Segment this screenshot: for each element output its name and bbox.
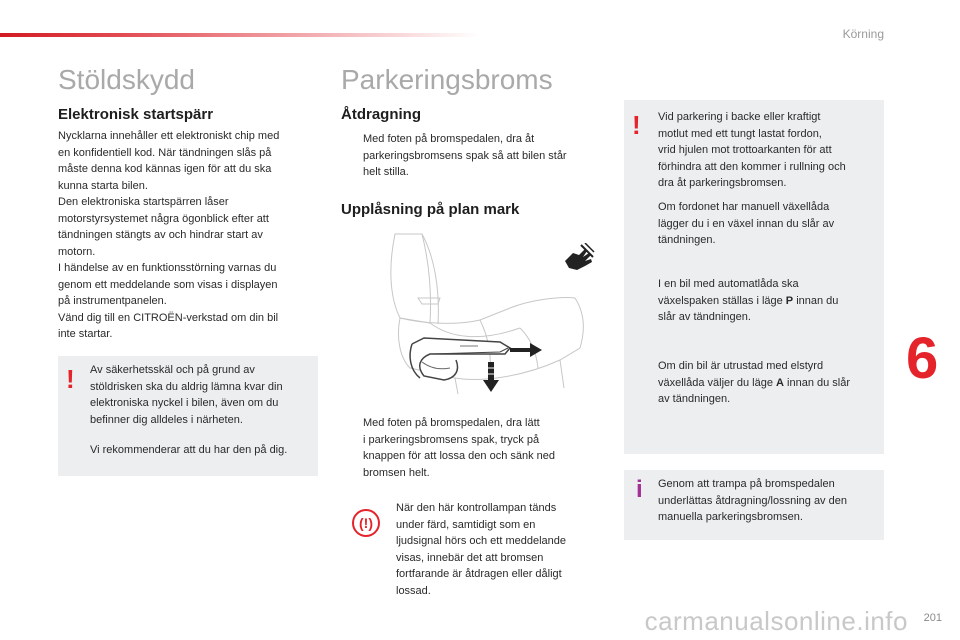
info-icon: i [636, 476, 643, 503]
section-label: Körning [842, 27, 884, 41]
apply-instruction-text: Med foten på bromspedalen, dra åt parkeringsbromsens spak så att bilen står helt stilla. [363, 133, 567, 178]
warning-key-text: Av säkerhetsskäl och på grund av stöldrisken ska du aldrig lämna kvar din elektroniska nyckel i bilen, även om du befinner dig alldeles i närheten. [90, 364, 283, 426]
warning-box-parking [624, 100, 884, 454]
warning-icon: ! [66, 364, 75, 394]
page-title-parkeringsbroms: Parkeringsbroms [341, 64, 553, 95]
release-instruction-text: Med foten på bromspedalen, dra lätt i parkeringsbromsens spak, tryck på knappen för att lossa den och sänk ned bromsen helt. [363, 417, 556, 479]
brake-warning-lamp-icon: (!) [352, 509, 380, 537]
chapter-number: 6 [906, 326, 939, 391]
hand-release-icon [563, 243, 595, 273]
parking-slope-text: Vid parkering i backe eller kraftigt motlut med ett tungt lastat fordon, vrid hjulen mot trottoarkanten för att förhindra att den kommer i rullning och dra åt parkeringsbromsen. [658, 111, 846, 189]
warning-icon: ! [632, 110, 641, 140]
info-box-brake-pedal [624, 470, 884, 540]
manual-gearbox-text: Om fordonet har manuell växellåda lägger du i en växel innan du slår av tändningen. [658, 201, 835, 246]
page-title-stoldskydd: Stöldskydd [58, 64, 195, 95]
heading-electronic-immobiliser: Elektronisk startspärr [58, 106, 214, 123]
automatic-gearbox-text: I en bil med automatlåda ska växelspaken ställas i läge P innan du slår av tändningen. [658, 278, 839, 323]
push-arrow-icon [510, 343, 542, 357]
header-accent-bar [0, 33, 480, 37]
heading-release-level: Upplåsning på plan mark [341, 201, 520, 218]
page-number: 201 [923, 612, 942, 624]
electric-gearbox-text: Om din bil är utrustad med elstyrd växellåda väljer du läge A innan du slår av tändningen. [658, 360, 851, 405]
warning-box-key [58, 356, 318, 476]
warning-key-recommendation: Vi rekommenderar att du har den på dig. [90, 444, 288, 456]
immobiliser-body-text: Nycklarna innehåller ett elektroniskt chip med en konfidentiell kod. När tändningen slås på måste denna kod kännas igen för att du ska kunna starta bilen. Den elektroniska startspärren låser motorstyrsystemet några ögonblick efter att tändningen stängts av och hindrar start av motorn. I händelse av en funktionsstörning varnas du genom ett meddelande som visas i displayen på instrumentpanelen. Vänd dig till en CITROËN-verkstad om din bil inte startar. [58, 130, 280, 340]
brake-warning-lamp-text: När den här kontrollampan tänds under färd, samtidigt som en ljudsignal hörs och ett meddelande visas, innebär det att bromsen fortfarande är åtdragen eller dåligt lossad. [396, 502, 567, 597]
down-arrow-icon [483, 362, 499, 392]
watermark: carmanualsonline.info [644, 606, 908, 636]
brake-pedal-tip-text: Genom att trampa på bromspedalen underlättas åtdragning/lossning av den manuella parkeringsbromsen. [658, 478, 847, 523]
heading-apply: Åtdragning [341, 106, 421, 123]
